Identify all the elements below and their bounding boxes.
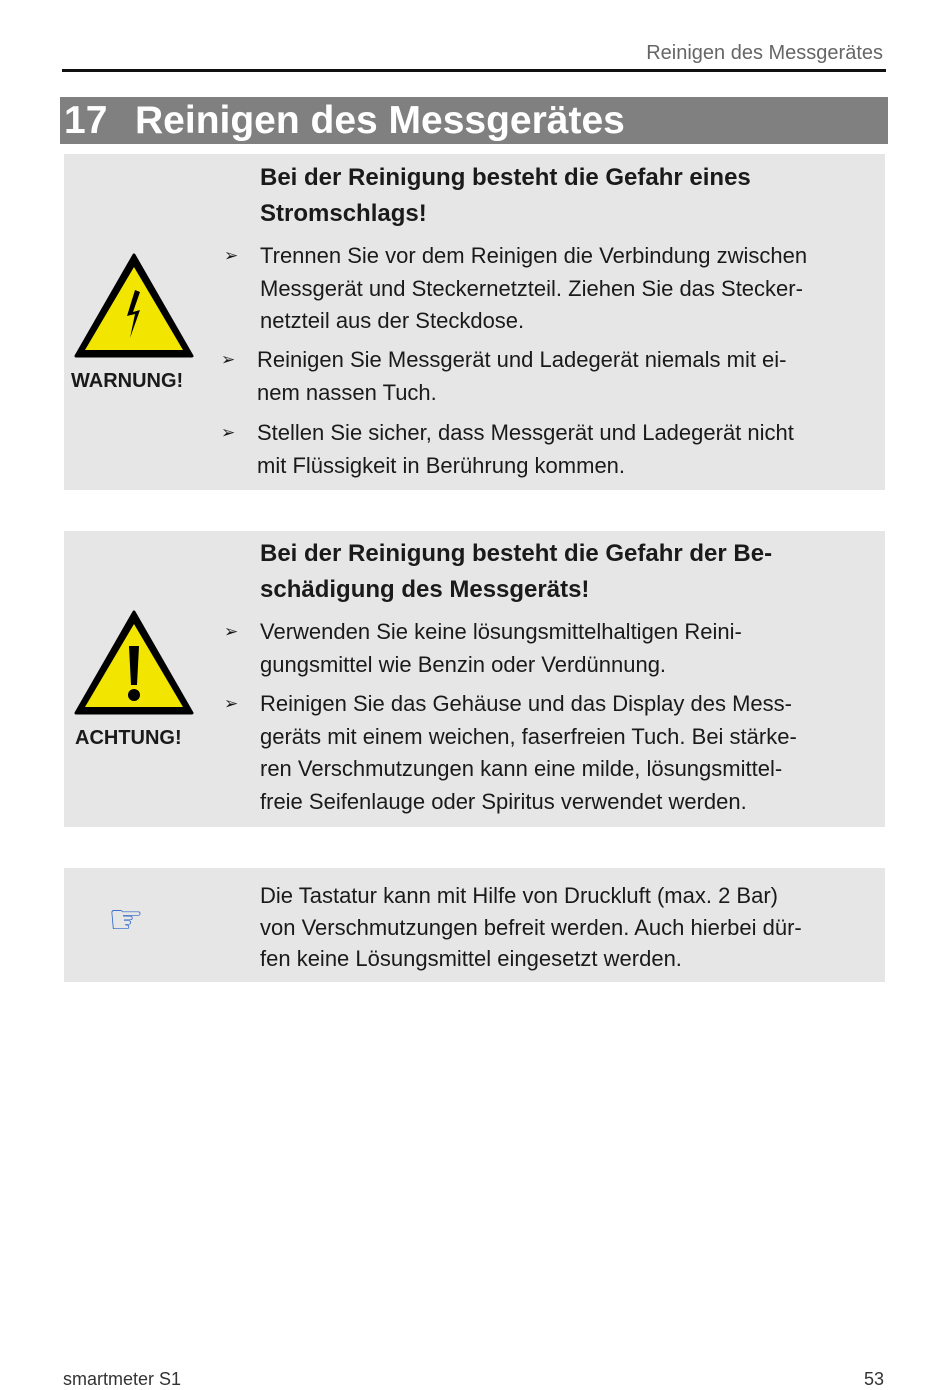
warning-title-line: Bei der Reinigung besteht die Gefahr eines (260, 164, 751, 191)
high-voltage-warning-icon (73, 252, 195, 360)
bullet-line: Verwenden Sie keine lösungsmittelhaltigen Reini- (260, 619, 742, 644)
bullet-arrow-icon: ➢ (221, 350, 236, 369)
note-line: von Verschmutzungen befreit werden. Auch hierbei dür- (260, 914, 802, 940)
caution-title-line: schädigung des Messgeräts! (260, 576, 590, 603)
bullet-line: ren Verschmutzungen kann eine milde, lösungsmittel- (260, 756, 783, 781)
header-rule (62, 69, 886, 72)
bullet-line: mit Flüssigkeit in Berührung kommen. (257, 452, 626, 478)
bullet-line: netzteil aus der Steckdose. (260, 308, 525, 333)
pointing-hand-icon: ☞ (108, 898, 144, 942)
warning-title-line: Stromschlags! (260, 200, 427, 227)
caution-title-line: Bei der Reinigung besteht die Gefahr der Be- (260, 540, 773, 567)
bullet-line: Messgerät und Steckernetzteil. Ziehen Sie das Stecker- (260, 275, 803, 301)
bullet-line: Reinigen Sie das Gehäuse und das Display des Mess- (260, 691, 792, 716)
bullet-line: freie Seifenlauge oder Spiritus verwendet werden. (260, 788, 747, 814)
bullet-arrow-icon: ➢ (224, 694, 239, 713)
bullet-arrow-icon: ➢ (221, 423, 236, 442)
bullet-line: geräts mit einem weichen, faserfreien Tuch. Bei stärke- (260, 723, 797, 749)
chapter-number: 17 (64, 99, 108, 142)
note-line: Die Tastatur kann mit Hilfe von Druckluft (max. 2 Bar) (260, 883, 778, 908)
note-line: fen keine Lösungsmittel eingesetzt werden. (260, 946, 682, 971)
chapter-heading (60, 97, 888, 144)
exclamation-warning-icon (73, 609, 195, 717)
warning-box (64, 154, 885, 490)
bullet-line: Trennen Sie vor dem Reinigen die Verbindung zwischen (260, 243, 808, 268)
caution-title (260, 536, 772, 608)
footer-product: smartmeter S1 (63, 1369, 182, 1389)
footer-page-number: 53 (863, 1369, 884, 1389)
warning-label: WARNUNG! (71, 370, 184, 392)
note-text (260, 880, 880, 975)
caution-box (64, 531, 885, 827)
bullet-arrow-icon: ➢ (224, 246, 239, 265)
bullet-line: nem nassen Tuch. (257, 379, 437, 405)
warning-title (260, 160, 751, 232)
bullet-line: Reinigen Sie Messgerät und Ladegerät niemals mit ei- (257, 347, 787, 372)
note-box (64, 868, 885, 982)
caution-label: ACHTUNG! (75, 727, 182, 749)
bullet-line: Stellen Sie sicher, dass Messgerät und Ladegerät nicht (257, 420, 794, 445)
bullet-line: gungsmittel wie Benzin oder Verdünnung. (260, 651, 667, 677)
running-head: Reinigen des Messgerätes (646, 42, 883, 64)
chapter-title: Reinigen des Messgerätes (135, 99, 625, 142)
bullet-arrow-icon: ➢ (224, 622, 239, 641)
